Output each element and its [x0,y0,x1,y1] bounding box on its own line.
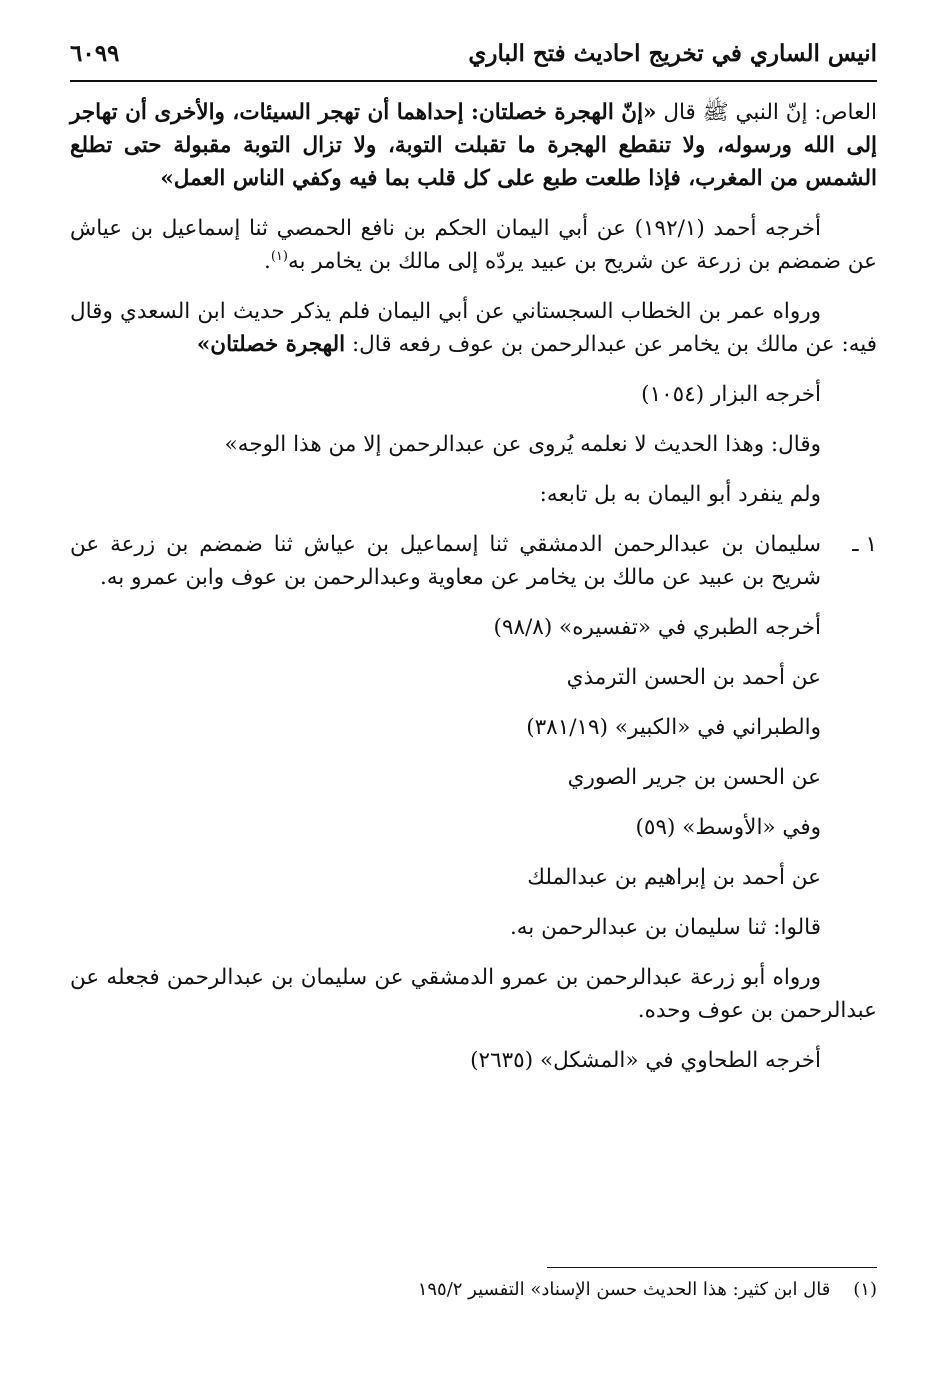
line-tabari-shaykh: عن أحمد بن الحسن الترمذي [566,665,821,690]
hadith-text: «إنّ الهجرة خصلتان: إحداهما أن تهجر السيئات، والأخرى أن تهاجر إلى الله ورسوله، ولا تنقطع الهجرة ما تقبلت التوبة، ولا تزال التوبة مقبولة حتى تطلع الشمس من المغرب، فإذا طلعت طبع على كل قلب بما فيه وكفي الناس العمل» [70,100,877,191]
book-title: انيس الساري في تخريج احاديث فتح الباري [468,40,877,67]
paragraph-riwaya-umar [70,295,877,361]
riwaya-umar-text: ورواه عمر بن الخطاب السجستاني عن أبي اليمان فلم يذكر حديث ابن السعدي وقال فيه: عن مالك بن يخامر عن عبدالرحمن بن عوف رفعه قال: [70,299,877,357]
page-number: ٦٠٩٩ [70,40,120,67]
hadith-lead: العاص: إنّ النبي ﷺ قال [656,100,877,125]
line-tabarani-kabir-shaykh: عن الحسن بن جرير الصوري [567,765,821,790]
paragraph-abu-zura: ورواه أبو زرعة عبدالرحمن بن عمرو الدمشقي عن سليمان بن عبدالرحمن فجعله عن عبدالرحمن بن عوف وحده. [70,965,877,1023]
riwaya-umar-bold: الهجرة خصلتان» [196,332,346,357]
list-item-text: سليمان بن عبدالرحمن الدمشقي ثنا إسماعيل بن عياش ثنا ضمضم بن زرعة عن شريح بن عبيد عن مالك بن يخامر عن معاوية وعبدالرحمن بن عوف وابن عمرو به. [70,532,821,590]
footnote-1 [70,1276,877,1304]
list-item-number: ١ ـ [852,532,877,557]
takhrij-ahmad-end: . [263,249,271,274]
line-tabari-tafsir: أخرجه الطبري في «تفسيره» (٩٨/٨) [493,615,821,640]
line-tabarani-kabir: والطبراني في «الكبير» (٣٨١/١٩) [526,715,821,740]
line-tabarani-awsat-shaykh: عن أحمد بن إبراهيم بن عبدالملك [527,865,821,890]
footnote-text: قال ابن كثير: هذا الحديث حسن الإسناد» التفسير ١٩٥/٢ [417,1279,831,1300]
paragraph-tahawi: أخرجه الطحاوي في «المشكل» (٢٦٣٥) [470,1048,821,1073]
line-tabarani-awsat: وفي «الأوسط» (٥٩) [635,815,821,840]
main-text [70,96,877,1094]
paragraph-takhrij-ahmad [70,212,877,278]
running-header [70,38,877,82]
paragraph-mutaba: ولم ينفرد أبو اليمان به بل تابعه: [539,482,821,507]
paragraph-bazzar: أخرجه البزار (١٠٥٤) [641,382,821,407]
footnote-reference[interactable]: (١) [270,248,288,264]
list-item-1 [70,528,877,594]
paragraph-hadith [70,96,877,195]
line-qalu: قالوا: ثنا سليمان بن عبدالرحمن به. [509,915,821,940]
paragraph-bazzar-comment: وقال: وهذا الحديث لا نعلمه يُروى عن عبدالرحمن إلا من هذا الوجه» [224,432,821,457]
footnote-divider [547,1267,877,1268]
footnote-marker: (١) [853,1279,877,1300]
takhrij-ahmad-text: أخرجه أحمد (١٩٢/١) عن أبي اليمان الحكم بن نافع الحمصي ثنا إسماعيل بن عياش عن ضمضم بن زرعة عن شريح بن عبيد يردّه إلى مالك بن يخامر به [70,216,877,274]
